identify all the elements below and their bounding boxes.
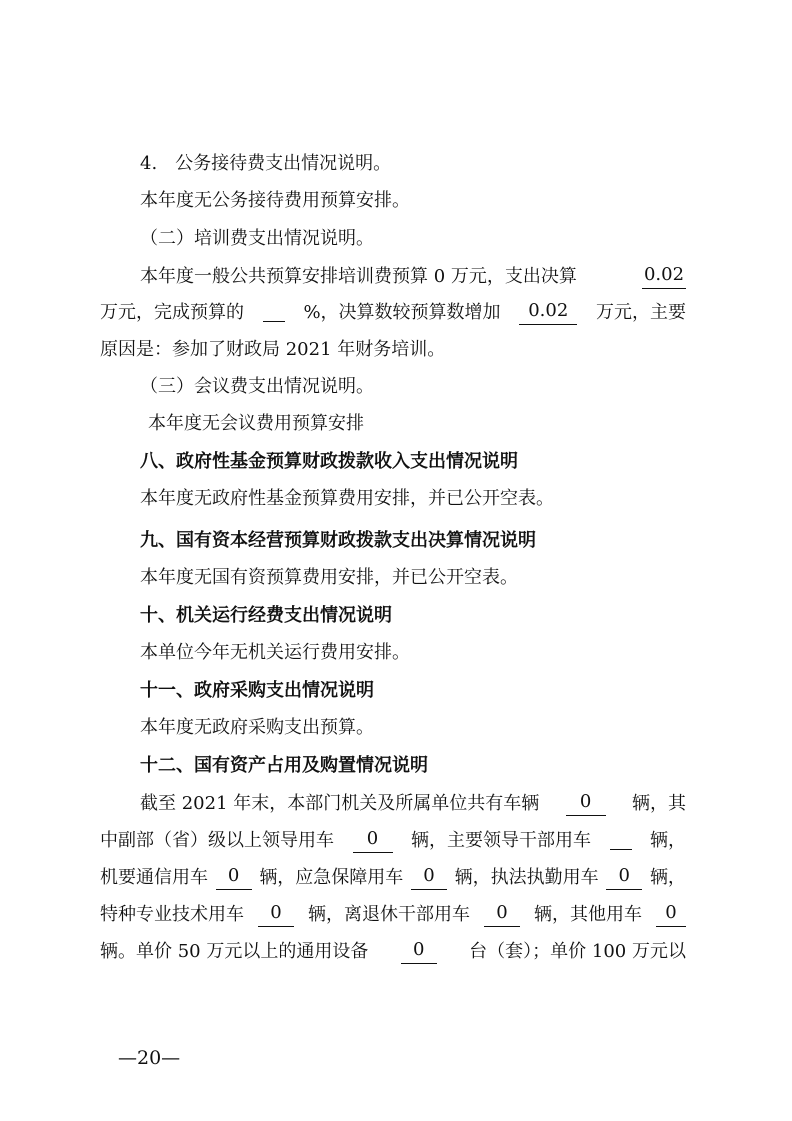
senior-leader-vehicles-value: 0: [353, 829, 393, 853]
page-number: —20—: [118, 1047, 181, 1069]
section-12-text: 辆，: [649, 867, 686, 888]
section-8-heading: 八、政府性基金预算财政拨款收入支出情况说明: [140, 451, 518, 472]
section-11-body: 本年度无政府采购支出预算。: [140, 717, 374, 738]
section-12-text: 特种专业技术用车: [100, 904, 244, 925]
section-12-line-4: [100, 903, 686, 927]
section-11-heading: 十一、政府采购支出情况说明: [140, 680, 374, 701]
training-expense-value: 0.02: [642, 265, 686, 289]
retired-cadre-vehicles-value: 0: [484, 903, 520, 927]
section-12-text: 辆，其: [632, 793, 686, 814]
section-12-text: 台（套）；单价 100 万元以: [469, 941, 686, 962]
general-equipment-value: 0: [401, 940, 437, 964]
main-leader-vehicles-blank: [610, 829, 632, 850]
training-text: 本年度一般公共预算安排培训费预算 0 万元，支出决算: [140, 266, 577, 287]
meeting-body: 本年度无会议费用预算安排: [148, 413, 364, 434]
section-8-body: 本年度无政府性基金预算费用安排，并已公开空表。: [140, 488, 554, 509]
special-vehicles-value: 0: [258, 903, 294, 927]
section-12-line-2: [100, 829, 686, 853]
section-10-body: 本单位今年无机关运行费用安排。: [140, 642, 410, 663]
meeting-heading: （三）会议费支出情况说明。: [140, 376, 374, 397]
section-12-line-5: [100, 940, 686, 964]
section-12-text: 辆，主要领导干部用车: [411, 830, 591, 851]
training-paragraph-line-1: [100, 265, 686, 289]
section-12-text: 辆，离退休干部用车: [308, 904, 470, 925]
training-text: 万元，主要: [595, 302, 686, 323]
section-12-text: 辆，其他用车: [534, 904, 642, 925]
section-12-text: 中副部（省）级以上领导用车: [100, 830, 334, 851]
section-12-text: 辆。单价 50 万元以上的通用设备: [100, 941, 369, 962]
section-12-text: 辆，执法执勤用车: [454, 867, 599, 888]
section-12-text: 辆，: [650, 830, 686, 851]
total-vehicles-value: 0: [566, 792, 606, 816]
section-9-body: 本年度无国有资预算费用安排，并已公开空表。: [140, 567, 518, 588]
section-12-text: 机要通信用车: [100, 867, 208, 888]
confidential-vehicles-value: 0: [216, 866, 252, 890]
section-9-heading: 九、国有资本经营预算财政拨款支出决算情况说明: [140, 530, 536, 551]
item4-heading: 4. 公务接待费支出情况说明。: [140, 153, 392, 174]
section-10-heading: 十、机关运行经费支出情况说明: [140, 605, 392, 626]
training-paragraph-line-3: 原因是：参加了财政局 2021 年财务培训。: [100, 339, 446, 360]
training-paragraph-line-2: [100, 301, 686, 325]
emergency-vehicles-value: 0: [411, 866, 447, 890]
section-12-line-1: [100, 792, 686, 816]
training-text: %，决算数较预算数增加: [303, 302, 501, 323]
training-increase-value: 0.02: [519, 301, 577, 325]
item4-body: 本年度无公务接待费用预算安排。: [140, 190, 410, 211]
training-text: 万元，完成预算的: [100, 302, 244, 323]
completion-rate-blank: [263, 301, 285, 322]
section-12-line-3: [100, 866, 686, 890]
section-12-heading: 十二、国有资产占用及购置情况说明: [140, 755, 428, 776]
law-enforcement-vehicles-value: 0: [606, 866, 642, 890]
other-vehicles-value: 0: [656, 903, 686, 927]
section-12-text: 截至 2021 年末，本部门机关及所属单位共有车辆: [140, 793, 540, 814]
section-12-text: 辆，应急保障用车: [259, 867, 404, 888]
training-heading: （二）培训费支出情况说明。: [140, 228, 374, 249]
